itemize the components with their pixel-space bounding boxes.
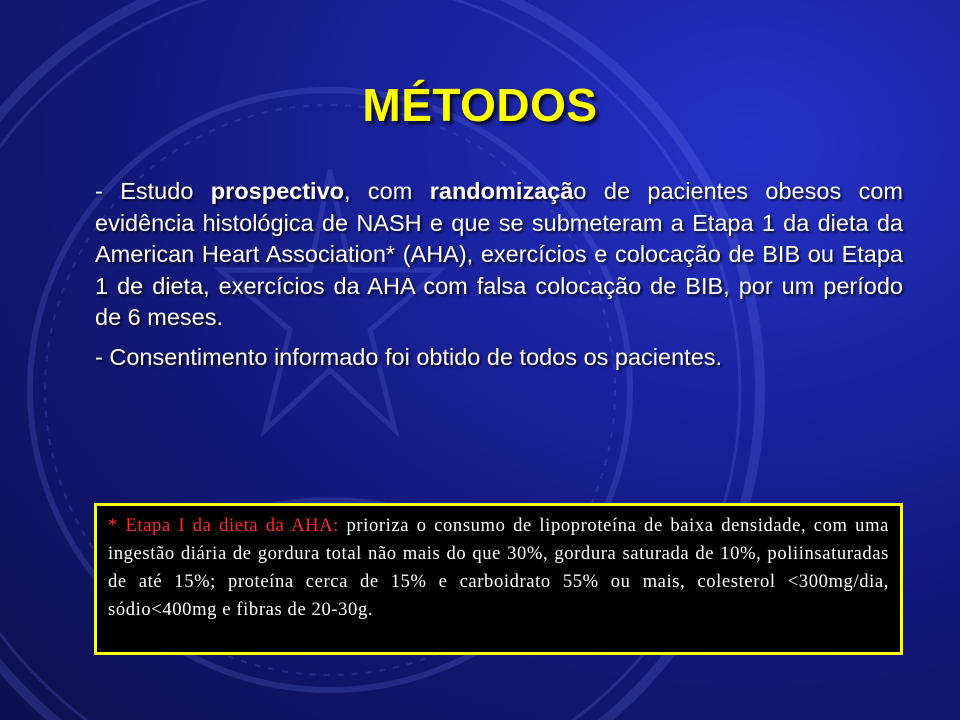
footnote-text: prioriza o consumo de lipoproteína de baixa densidade, com uma ingestão diária de gordura total não mais do que 30%, gordura saturada de 10%, poliinsaturadas de até 15%; proteína cerca de 15% e carboidrato 55% ou mais, colesterol <300mg/dia, sódio<400mg e fibras de 20-30g.	[108, 515, 889, 620]
p1-bold-randomizacao: randomizaçã	[429, 178, 574, 204]
p1-bold-prospectivo: prospectivo	[210, 178, 344, 204]
slide-title: MÉTODOS	[362, 79, 598, 131]
p1-text-2: , com	[344, 178, 430, 204]
p1-text-3: o de pacientes obesos com evidência histológica de NASH e que se submeteram a Etapa 1 da dieta da American Heart Association* (AHA), exercícios e colocação de BIB ou Etapa 1 de dieta, exercícios da AHA com falsa colocação de BIB, por um período de 6 meses.	[95, 178, 903, 330]
methods-body	[95, 176, 903, 373]
methods-paragraph-2: - Consentimento informado foi obtido de todos os pacientes.	[95, 343, 723, 370]
p1-text-1: - Estudo	[95, 178, 211, 204]
footnote-highlight: * Etapa I da dieta da AHA:	[108, 515, 339, 536]
methods-paragraph-1	[95, 176, 903, 334]
aha-diet-footnote	[94, 503, 903, 655]
